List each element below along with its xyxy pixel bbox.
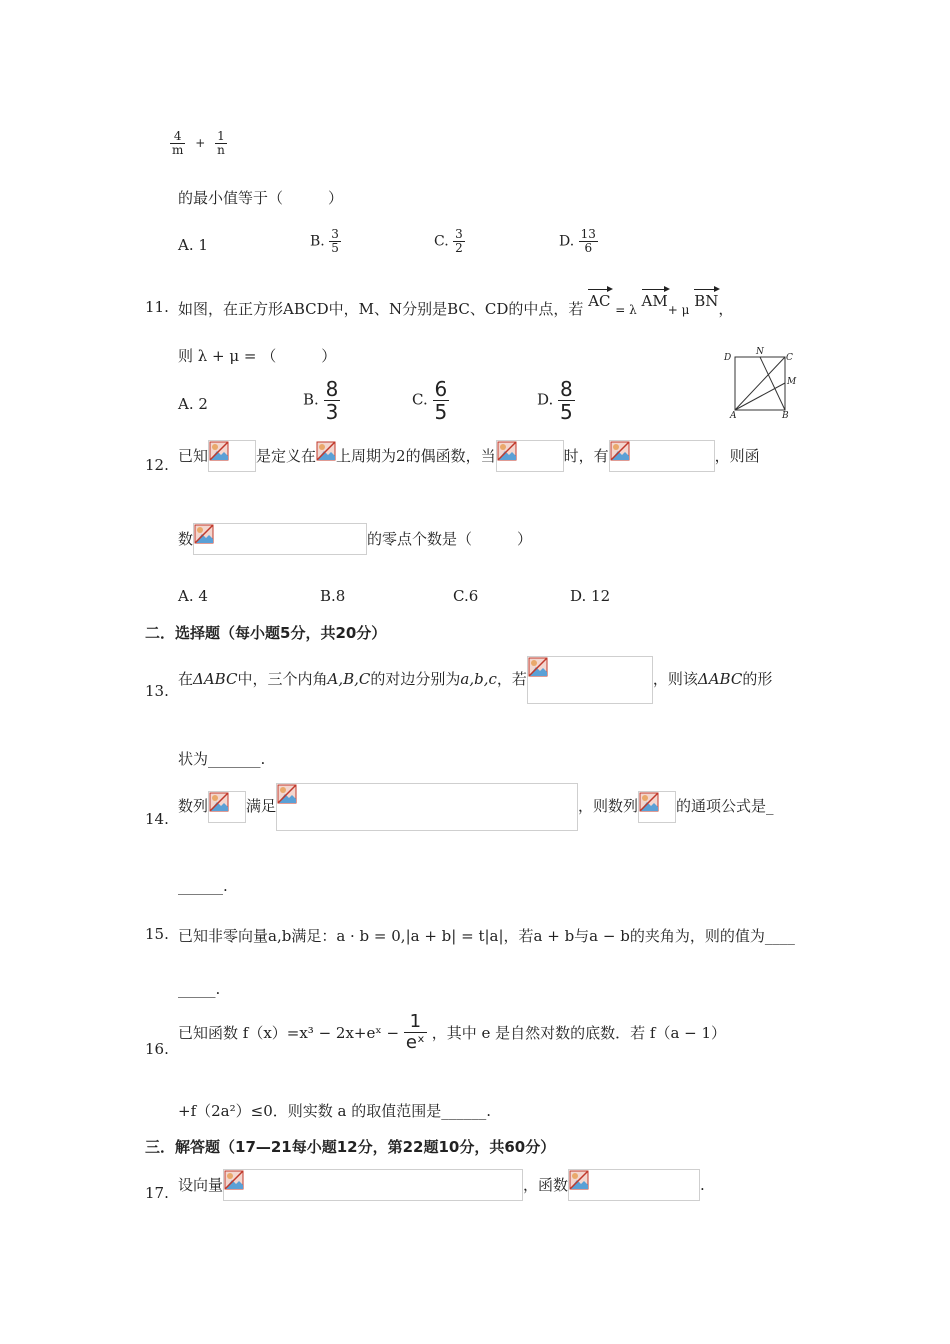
q15-number: 15. — [145, 925, 169, 943]
broken-image — [496, 440, 564, 472]
q15-line1: 已知非零向量a,b满足：a · b = 0,|a + b| = t|a|，若a + b与a − b的夹角为，则的值为____ — [178, 927, 795, 945]
denominator: 3 — [325, 400, 339, 424]
broken-image-icon — [209, 441, 229, 461]
q10-option-a: A. 1 — [178, 236, 208, 254]
q12-text: ，则函 — [714, 447, 760, 465]
q10-stem: 的最小值等于（ ） — [178, 189, 344, 207]
broken-image-icon — [528, 657, 548, 677]
q12-option-d: D. 12 — [570, 587, 611, 605]
sides-abc: a,b,c — [460, 670, 497, 688]
numerator: 1 — [215, 130, 227, 144]
q13-line2: 状为_______. — [178, 750, 266, 768]
label-d: D — [724, 353, 732, 363]
numerator: 3 — [455, 227, 463, 241]
fraction — [404, 1012, 427, 1053]
q14-text: ，则数列 — [578, 797, 639, 815]
broken-image — [609, 440, 715, 472]
broken-image — [316, 441, 336, 471]
numerator: 8 — [325, 377, 339, 401]
q12-text: 是定义在 — [256, 447, 317, 465]
q14-line2: ______. — [178, 877, 228, 895]
broken-image — [527, 656, 653, 704]
segment-am — [735, 383, 785, 410]
q12-line1 — [178, 439, 760, 472]
broken-image — [223, 1169, 523, 1201]
numerator: 4 — [170, 130, 185, 144]
q12-line2 — [178, 522, 532, 555]
fraction — [329, 228, 341, 255]
q13-line1 — [178, 655, 772, 704]
q12-option-a: A. 4 — [178, 587, 208, 605]
denominator: m — [172, 143, 184, 158]
option-label: D. — [559, 233, 575, 250]
q16-line2: +f（2a²）≤0．则实数 a 的取值范围是______. — [178, 1102, 491, 1120]
denominator: 6 — [584, 241, 593, 256]
broken-image — [276, 783, 578, 831]
broken-image — [208, 440, 256, 472]
q17-text: ，函数 — [523, 1176, 569, 1194]
broken-image-icon — [277, 784, 297, 804]
segment-ac — [735, 357, 785, 410]
option-label: B. — [310, 233, 325, 250]
q12-text: 的零点个数是（ ） — [367, 530, 533, 548]
q10-expression — [170, 130, 227, 157]
q11-text: 如图，在正方形ABCD中，M、N分别是BC、CD的中点，若 — [178, 300, 584, 318]
denominator: 5 — [331, 241, 339, 256]
plus-mu: + μ — [667, 303, 690, 317]
broken-image-icon — [224, 1170, 244, 1190]
broken-image-icon — [639, 792, 659, 812]
square-figure — [722, 345, 802, 420]
option-label: C. — [434, 233, 449, 250]
q13-text: 中，三个内角 — [237, 670, 328, 688]
q12-option-b: B.8 — [320, 587, 346, 605]
q11-option-a: A. 2 — [178, 395, 208, 413]
broken-image-icon — [497, 441, 517, 461]
label-m: M — [787, 377, 797, 387]
numerator: 13 — [580, 227, 596, 241]
q10-option-b — [310, 228, 341, 255]
triangle-abc: ΔABC — [697, 670, 743, 688]
q11-line2: 则 λ + μ = （ ） — [178, 347, 337, 365]
label-c: C — [786, 353, 793, 363]
broken-image — [193, 523, 367, 555]
q13-text: ，则该 — [652, 670, 698, 688]
option-label: C. — [412, 390, 428, 409]
q10-option-d — [559, 228, 598, 255]
label-a: A — [730, 411, 737, 420]
section-3-heading: 三．解答题（17—21每小题12分，第22题10分，共60分） — [145, 1138, 556, 1156]
denominator: eˣ — [405, 1031, 425, 1053]
q16-line1 — [178, 1012, 726, 1053]
option-label: D. — [537, 390, 554, 409]
vector-am: AM — [641, 292, 668, 310]
numerator: 6 — [434, 377, 448, 401]
denominator: 5 — [434, 400, 448, 424]
q16-text: ，其中 e 是自然对数的底数．若 f（a − 1） — [431, 1023, 727, 1042]
fraction — [433, 378, 450, 423]
q16-number: 16. — [145, 1040, 169, 1058]
broken-image — [208, 791, 246, 823]
q12-number: 12. — [145, 456, 169, 474]
denominator: 2 — [455, 241, 463, 256]
plus-sign: + — [195, 136, 206, 151]
fraction — [170, 130, 185, 157]
section-2-heading: 二．选择题（每小题5分，共20分） — [145, 624, 387, 642]
q17-text: 设向量 — [178, 1176, 224, 1194]
numerator: 1 — [404, 1012, 427, 1033]
vector-ac: AC — [588, 292, 611, 310]
q13-number: 13. — [145, 682, 169, 700]
vector-bn: BN — [694, 292, 719, 310]
q13-text: ，若 — [496, 670, 527, 688]
numerator: 3 — [331, 227, 339, 241]
label-n: N — [756, 347, 764, 357]
broken-image — [638, 791, 676, 823]
q11-number: 11. — [145, 298, 169, 316]
segment-bn — [760, 357, 785, 410]
q11-option-d — [537, 378, 575, 423]
q14-text: 的通项公式是_ — [676, 797, 774, 815]
q11-option-c — [412, 378, 449, 423]
q14-text: 数列 — [178, 797, 209, 815]
fraction — [558, 378, 575, 423]
fraction — [453, 228, 465, 255]
triangle-abc: ΔABC — [193, 670, 238, 688]
label-b: B — [782, 411, 789, 420]
q16-text: 已知函数 f（x）=x³ − 2x+eˣ − — [178, 1023, 400, 1042]
q11-stem — [178, 292, 734, 319]
q12-text: 已知 — [178, 447, 209, 465]
q17-number: 17. — [145, 1184, 169, 1202]
q14-text: 满足 — [246, 797, 277, 815]
broken-image-icon — [194, 524, 214, 544]
fraction — [215, 130, 227, 157]
broken-image-icon — [316, 441, 336, 461]
q13-text: 的形 — [742, 670, 773, 688]
broken-image — [568, 1169, 700, 1201]
q12-text: 数 — [178, 530, 194, 548]
q12-text: 时，有 — [563, 447, 609, 465]
denominator: n — [217, 143, 225, 158]
q15-line2: _____. — [178, 980, 221, 998]
broken-image-icon — [569, 1170, 589, 1190]
q17-text: . — [700, 1176, 705, 1194]
q10-option-c — [434, 228, 465, 255]
q17-line1 — [178, 1168, 705, 1201]
q13-text: 的对边分别为 — [370, 670, 461, 688]
broken-image-icon — [209, 792, 229, 812]
denominator: 5 — [560, 400, 573, 424]
fraction — [324, 378, 341, 423]
q12-option-c: C.6 — [453, 587, 479, 605]
numerator: 8 — [560, 377, 573, 401]
equals-lambda: = λ — [615, 303, 637, 317]
angles-abc: A,B,C — [327, 670, 371, 688]
q13-text: 在 — [178, 670, 194, 688]
q14-number: 14. — [145, 810, 169, 828]
fraction — [579, 228, 598, 255]
option-label: B. — [303, 390, 319, 409]
comma: ， — [718, 300, 734, 318]
q11-option-b — [303, 378, 340, 423]
q12-text: 上周期为2的偶函数，当 — [336, 447, 496, 465]
broken-image-icon — [610, 441, 630, 461]
q14-line1 — [178, 781, 774, 831]
